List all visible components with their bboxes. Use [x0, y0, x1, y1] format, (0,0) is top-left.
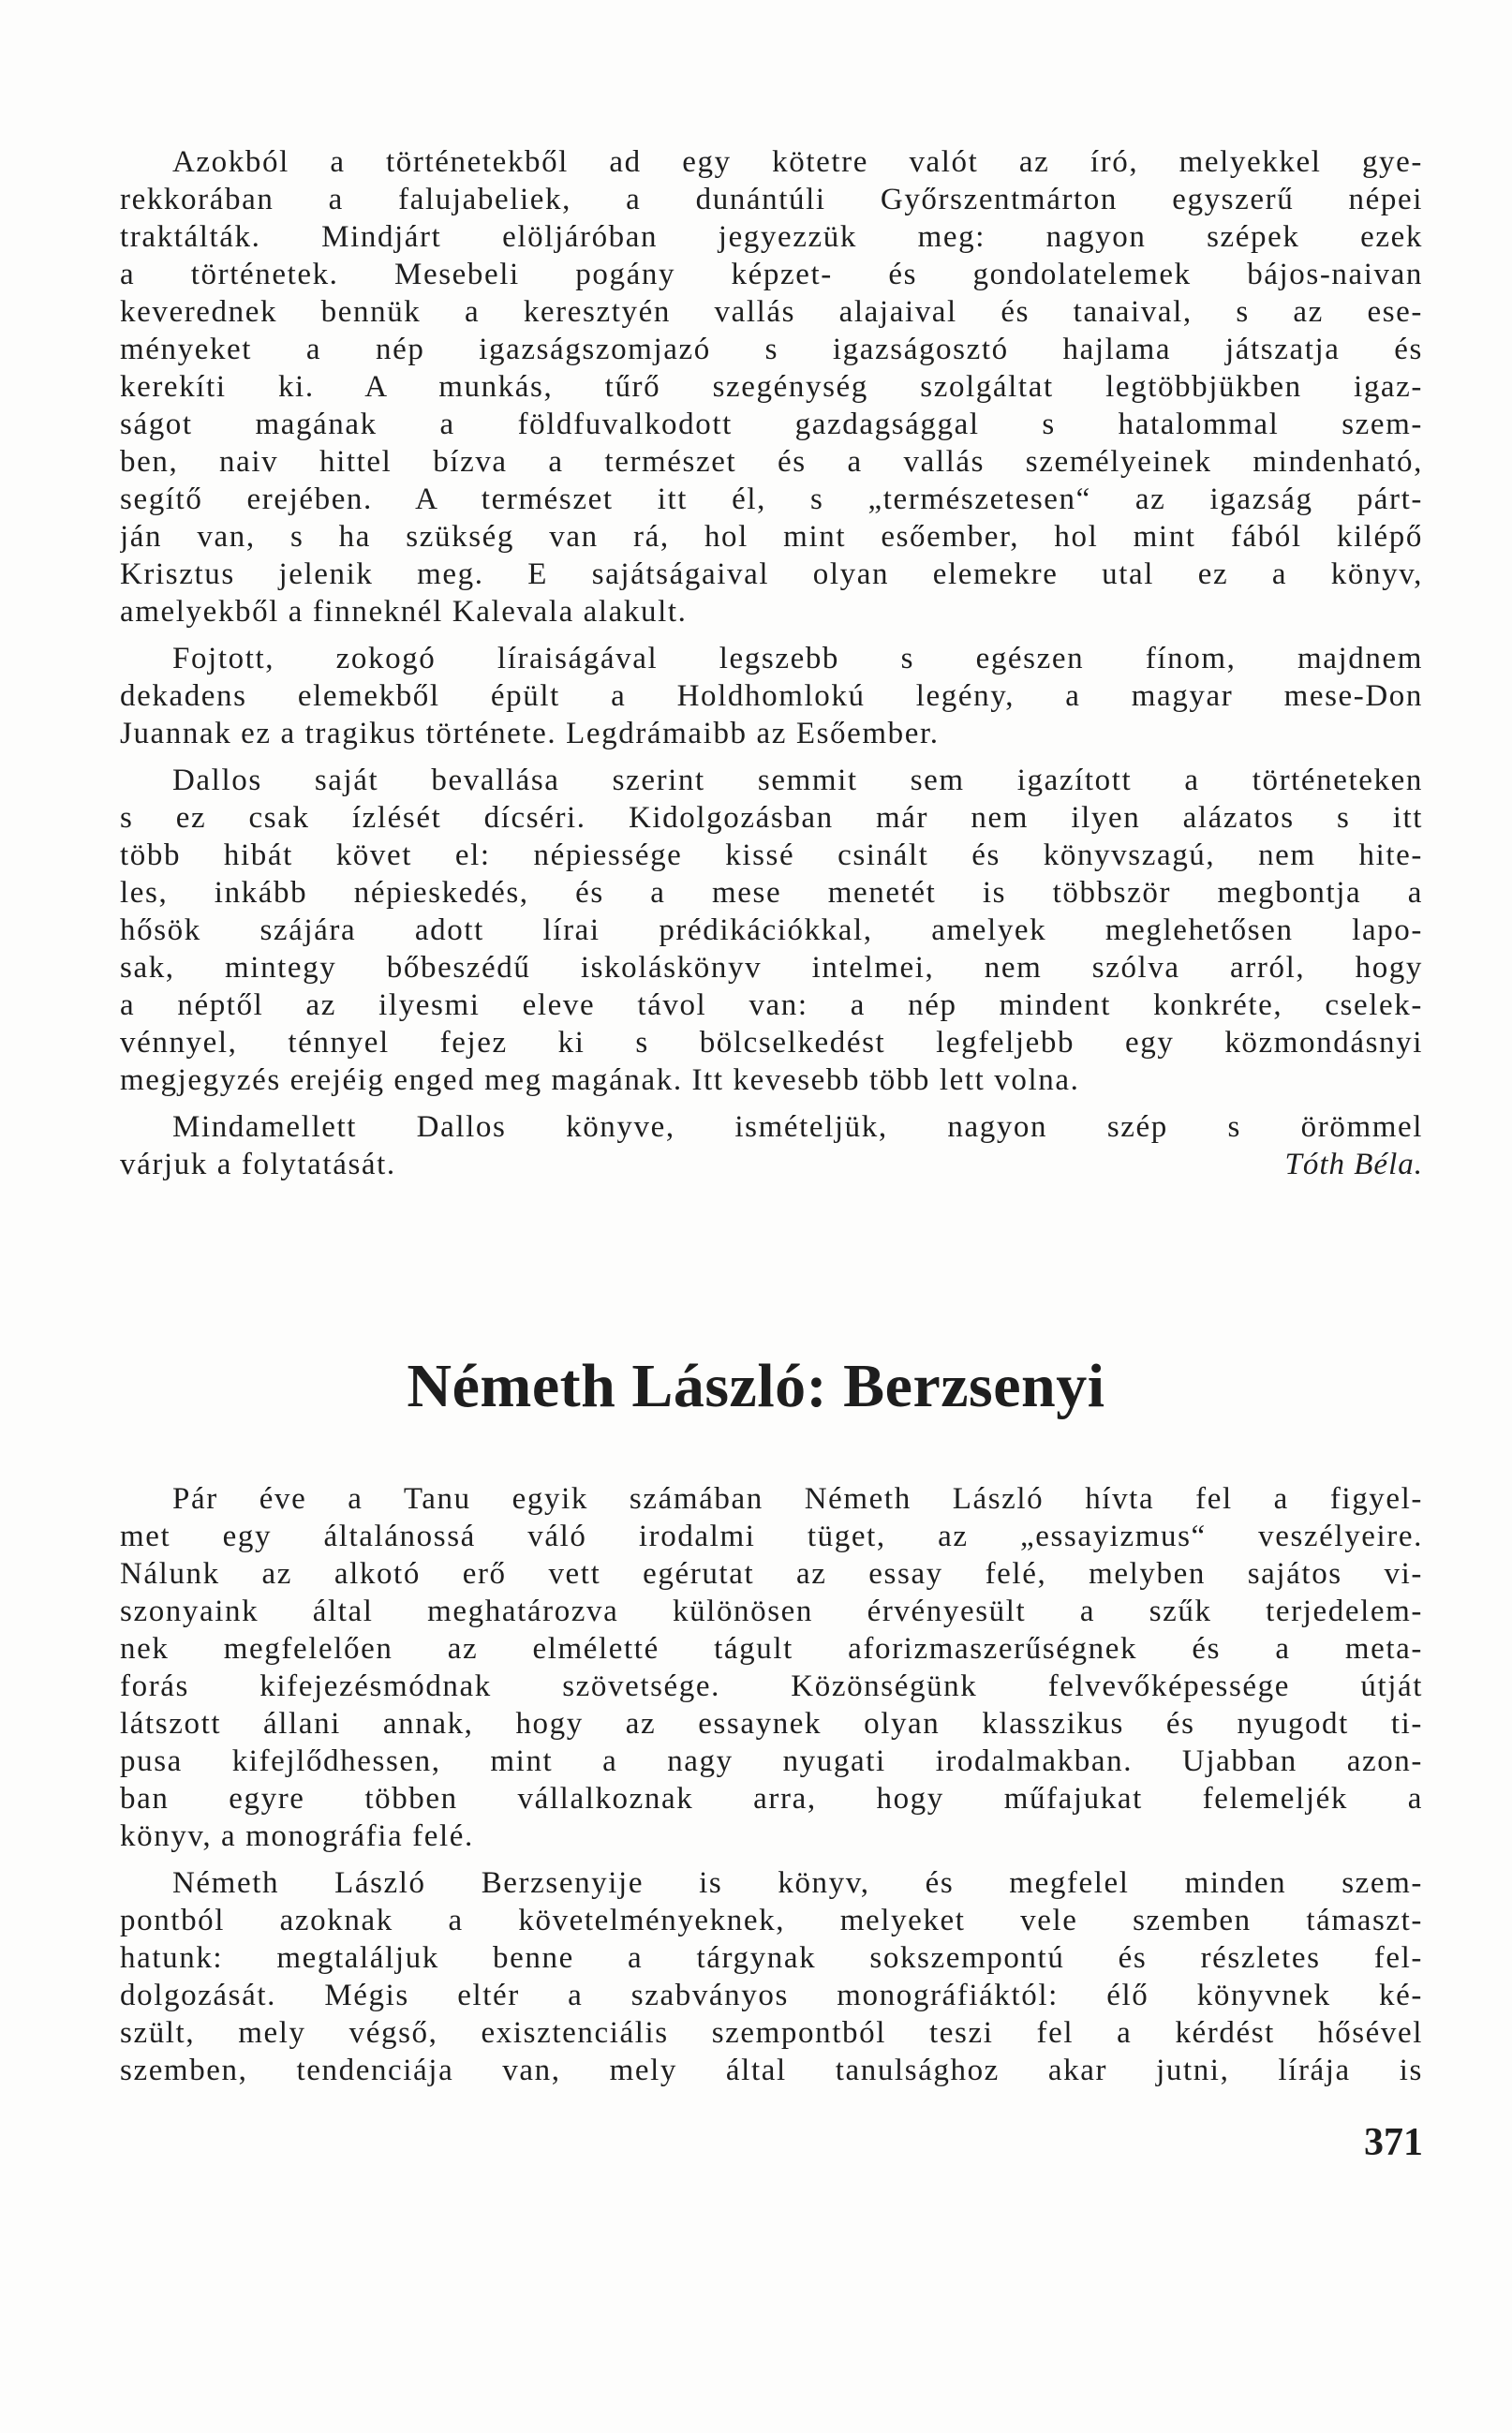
paragraph — [120, 1480, 1423, 1855]
text-line: ményeket a nép igazságszomjazó s igazságosztó hajlama játszatja és — [120, 333, 1423, 366]
text-line: könyv, a monográfia felé. — [120, 1819, 474, 1853]
text-line: Pár éve a Tanu egyik számában Németh László hívta fel a figyel- — [172, 1482, 1423, 1516]
review-section-berzsenyi — [120, 1480, 1423, 2089]
text-line: hatunk: megtaláljuk benne a tárgynak sokszempontú és részletes fel- — [120, 1941, 1423, 1975]
article-title: Németh László: Berzsenyi — [407, 1352, 1105, 1420]
text-line: Mindamellett Dallos könyve, ismételjük, nagyon szép s örömmel — [172, 1110, 1423, 1144]
text-line: Fojtott, zokogó líraiságával legszebb s egészen fínom, majdnem — [172, 642, 1423, 675]
text-line: megjegyzés erejéig enged meg magának. Itt kevesebb több lett volna. — [120, 1063, 1080, 1097]
text-line: pontból azoknak a követelményeknek, melyeket vele szemben támaszt- — [120, 1904, 1423, 1937]
paragraph — [120, 762, 1423, 1099]
text-line: Azokból a történetekből ad egy kötetre valót az író, melyekkel gye- — [172, 145, 1423, 179]
text-line: dekadens elemekből épült a Holdhomlokú legény, a magyar mese-Don — [120, 679, 1423, 713]
text-line: traktálták. Mindjárt elöljáróban jegyezzük meg: nagyon szépek ezek — [120, 220, 1423, 254]
text-line: s ez csak ízlését dícséri. Kidolgozásban már nem ilyen alázatos s itt — [120, 801, 1423, 835]
text-line: keverednek bennük a keresztyén vallás alajaival és tanaival, s az ese- — [120, 295, 1423, 329]
text-line: várjuk a folytatását. — [120, 1148, 396, 1181]
text-line: Krisztus jelenik meg. E sajátságaival olyan elemekre utal ez a könyv, — [120, 557, 1423, 591]
text-line: szonyaink által meghatározva különösen érvényesült a szűk terjedelem- — [120, 1595, 1423, 1628]
paragraph — [120, 1864, 1423, 2089]
text-line: les, inkább népieskedés, és a mese menetét is többször megbontja a — [120, 876, 1423, 910]
text-line: ben, naiv hittel bízva a természet és a vallás személyeinek mindenható, — [120, 445, 1423, 479]
text-line: dolgozását. Mégis eltér a szabványos monográfiáktól: élő könyvnek ké- — [120, 1979, 1423, 2012]
text-line: ján van, s ha szükség van rá, hol mint esőember, hol mint fából kilépő — [120, 520, 1423, 554]
text-line: forás kifejezésmódnak szövetsége. Közönségünk felvevőképessége útját — [120, 1669, 1423, 1703]
text-line: ságot magának a földfuvalkodott gazdagsággal s hatalommal szem- — [120, 408, 1423, 441]
closing-line-with-signature — [120, 1146, 1423, 1183]
text-line: ban egyre többen vállalkoznak arra, hogy műfajukat felemeljék a — [120, 1782, 1423, 1816]
paragraph — [120, 1108, 1423, 1183]
text-line: szemben, tendenciája van, mely által tanulsághoz akar jutni, lírája is — [120, 2054, 1423, 2087]
text-line: amelyekből a finneknél Kalevala alakult. — [120, 595, 688, 629]
paragraph — [120, 143, 1423, 631]
text-line: szült, mely végső, exisztenciális szempontból teszi fel a kérdést hősével — [120, 2016, 1423, 2050]
text-line: sak, mintegy bőbeszédű iskoláskönyv intelmei, nem szólva arról, hogy — [120, 951, 1423, 985]
text-line: met egy általánossá váló irodalmi tüget, az „essayizmus“ veszélyeire. — [120, 1520, 1423, 1553]
text-line: segítő erejében. A természet itt él, s „természetesen“ az igazság párt- — [120, 482, 1423, 516]
review-section-dallos — [120, 143, 1423, 1183]
author-signature: Tóth Béla. — [1284, 1148, 1423, 1181]
page-number: 371 — [1364, 2121, 1423, 2164]
text-line: hősök szájára adott lírai prédikációkkal, amelyek meglehetősen lapo- — [120, 913, 1423, 947]
text-line: kerekíti ki. A munkás, tűrő szegénység szolgáltat legtöbbjükben igaz- — [120, 370, 1423, 404]
text-line: Nálunk az alkotó erő vett egérutat az essay felé, melyben sajátos vi- — [120, 1557, 1423, 1591]
text-line: Németh László Berzsenyije is könyv, és megfelel minden szem- — [172, 1866, 1423, 1900]
text-line: rekkorában a falujabeliek, a dunántúli Győrszentmárton egyszerű népei — [120, 183, 1423, 216]
text-line: vénnyel, ténnyel fejez ki s bölcselkedést legfeljebb egy közmondásnyi — [120, 1026, 1423, 1060]
text-line: Dallos saját bevallása szerint semmit sem igazított a történeteken — [172, 764, 1423, 797]
text-line: nek megfelelően az elméletté tágult aforizmaszerűségnek és a meta- — [120, 1632, 1423, 1666]
text-line: a néptől az ilyesmi eleve távol van: a nép mindent konkréte, cselek- — [120, 988, 1423, 1022]
text-line: látszott állani annak, hogy az essaynek olyan klasszikus és nyugodt ti- — [120, 1707, 1423, 1741]
paragraph — [120, 640, 1423, 752]
text-line: több hibát követ el: népiessége kissé csinált és könyvszagú, nem hite- — [120, 838, 1423, 872]
text-line: Juannak ez a tragikus története. Legdrámaibb az Esőember. — [120, 717, 940, 750]
text-line: pusa kifejlődhessen, mint a nagy nyugati irodalmakban. Ujabban azon- — [120, 1744, 1423, 1778]
text-line: a történetek. Mesebeli pogány képzet- és gondolatelemek bájos-naivan — [120, 258, 1423, 291]
